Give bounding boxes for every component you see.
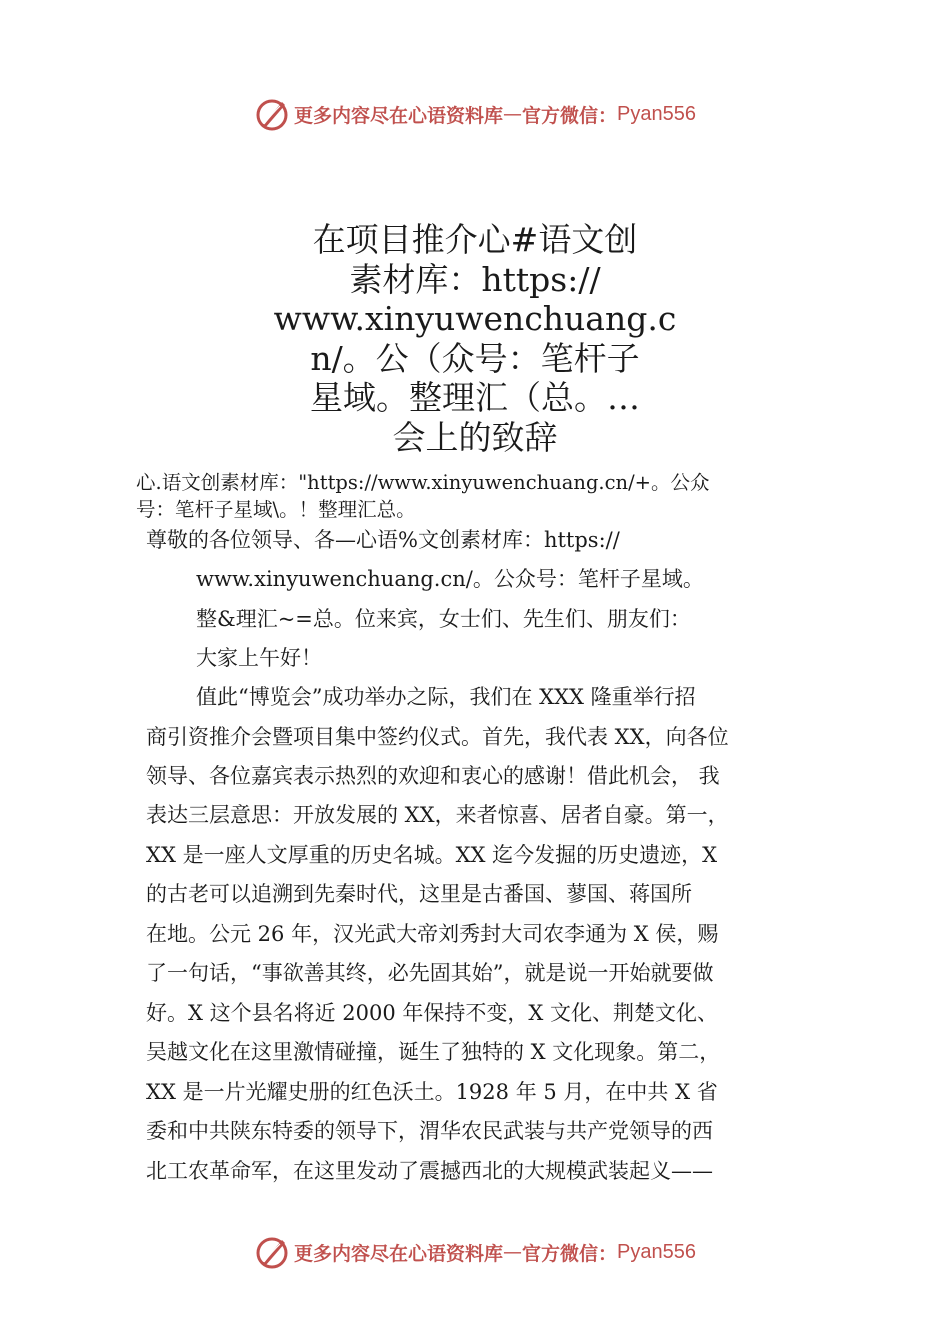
body-line: 好。X 这个县名将近 2000 年保持不变，X 文化、荆楚文化、: [146, 1001, 719, 1025]
title-line: n/。公（众号：笔杆子: [310, 338, 640, 378]
banner-title: 更多内容尽在心语资料库: [294, 1242, 504, 1265]
banner-title: 更多内容尽在心语资料库: [294, 104, 504, 127]
title-line: 素材库：https://: [349, 259, 601, 299]
body-line: www.xinyuwenchuang.cn/。公众号：笔杆子星域。: [196, 567, 704, 591]
header-banner: [0, 94, 950, 134]
banner-separator: —: [503, 103, 523, 125]
body-line: 商引资推介会暨项目集中签约仪式。首先，我代表 XX，向各位: [146, 725, 729, 749]
banner-wechat-account: Pyan556: [617, 1240, 696, 1263]
banner-wechat-account: Pyan556: [617, 102, 696, 125]
banner-separator: —: [503, 1241, 523, 1263]
body-line: XX 是一片光耀史册的红色沃土。1928 年 5 月，在中共 X 省: [146, 1080, 718, 1104]
quill-seal-icon: [254, 1234, 290, 1270]
body-line: 的古老可以追溯到先秦时代，这里是古番国、蓼国、蒋国所: [146, 882, 692, 906]
title-line: 在项目推介心#语文创: [312, 220, 638, 259]
banner-content: [254, 96, 696, 132]
banner-wechat-label: 官方微信：: [522, 104, 618, 127]
title-line: 会上的致辞: [392, 417, 558, 457]
body-line: 大家上午好！: [196, 646, 322, 670]
body-line: 值此“博览会”成功举办之际，我们在 XXX 隆重举行招: [196, 685, 696, 709]
banner-wechat-label: 官方微信：: [522, 1242, 618, 1265]
body-line: 表达三层意思：开放发展的 XX，来者惊喜、居者自豪。第一，: [146, 803, 729, 827]
body-line: 号：笔杆子星域\。！整理汇总。: [136, 498, 416, 521]
body-line: 吴越文化在这里激情碰撞，诞生了独特的 X 文化现象。第二，: [146, 1040, 721, 1064]
body-line: 了一句话，“事欲善其终，必先固其始”，就是说一开始就要做: [146, 961, 714, 985]
body-line: 心.语文创素材库："https://www.xinyuwenchuang.cn/+。公众: [136, 471, 710, 494]
body-line: 北工农革命军，在这里发动了震撼西北的大规模武装起义——: [146, 1159, 713, 1183]
title-line: 星域。整理汇（总。…: [310, 378, 640, 418]
banner-content: [254, 1234, 696, 1270]
quill-seal-icon: [254, 96, 290, 132]
footer-banner: [0, 1232, 950, 1272]
body-line: 领导、各位嘉宾表示热烈的欢迎和衷心的感谢！借此机会， 我: [146, 764, 720, 788]
body-line: 尊敬的各位领导、各—心语%文创素材库：https://: [146, 528, 620, 552]
body-line: 委和中共陕东特委的领导下，渭华农民武装与共产党领导的西: [146, 1119, 713, 1143]
title-line: www.xinyuwenchuang.c: [273, 299, 677, 339]
body-line: 在地。公元 26 年，汉光武大帝刘秀封大司农李通为 X 侯，赐: [146, 922, 719, 946]
body-line: XX 是一座人文厚重的历史名城。XX 迄今发掘的历史遗迹，X: [146, 843, 718, 867]
body-line: 整&理汇~=总。位来宾，女士们、先生们、朋友们：: [196, 607, 691, 631]
document-title: [250, 220, 700, 458]
